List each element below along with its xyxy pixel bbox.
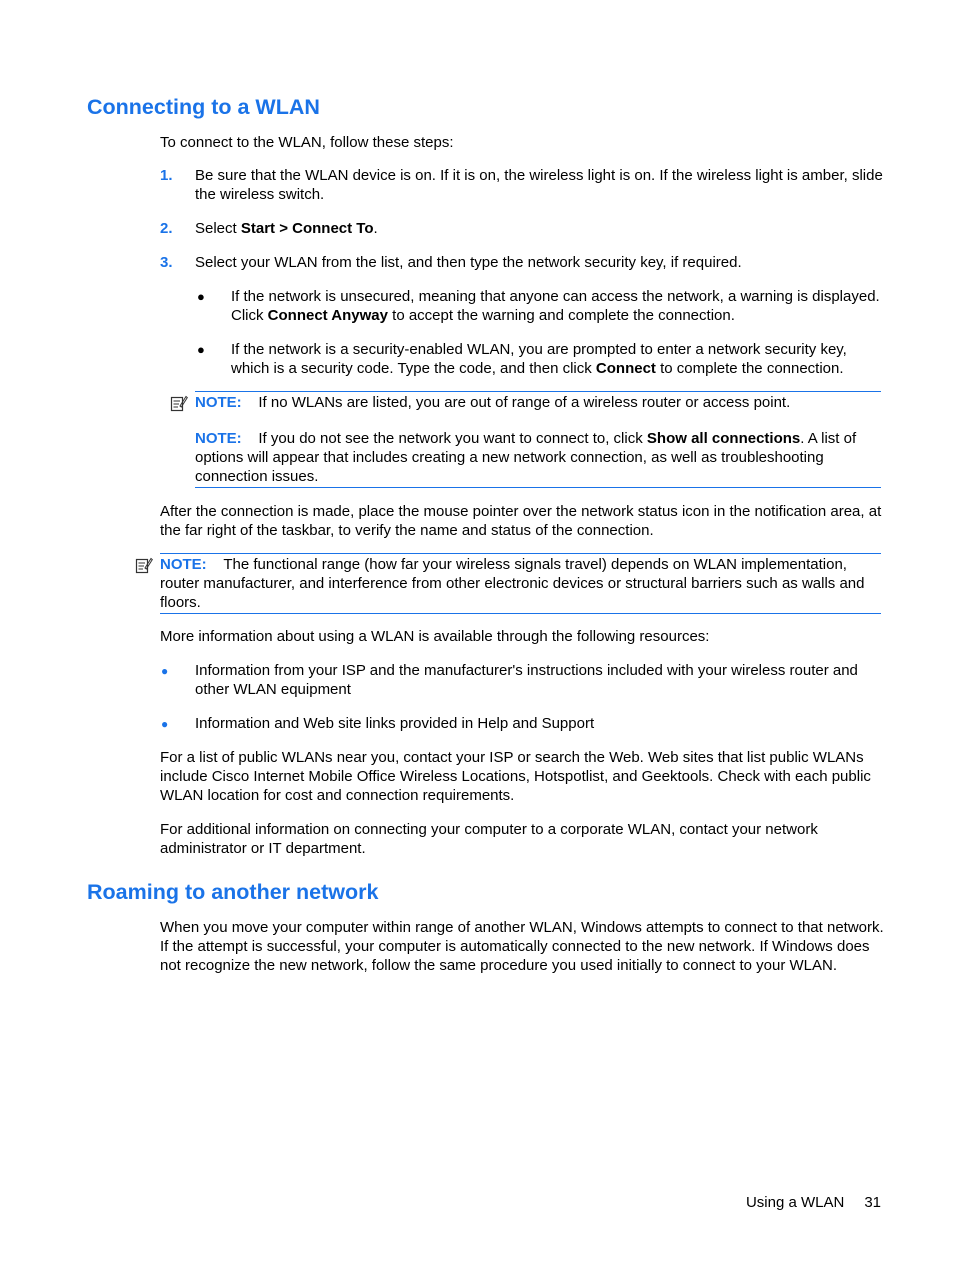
menu-path: Start > Connect To xyxy=(240,220,374,237)
bullet-dot: ● xyxy=(197,342,205,357)
note-text: NOTE: If you do not see the network you want to connect to, click Show all connections. A list of options will appear that includes creating a new network connection, as well as troubleshooting connection issues. xyxy=(195,430,857,485)
note-pad-icon xyxy=(170,394,188,412)
resource-item: Information from your ISP and the manufacturer's instructions included with your wireless router and other WLAN equipment xyxy=(195,662,858,698)
note-rule-bottom xyxy=(195,487,881,488)
intro-text: To connect to the WLAN, follow these steps: xyxy=(160,134,454,151)
note-pad-icon xyxy=(135,556,153,574)
note-rule-top xyxy=(160,553,881,554)
heading-connecting: Connecting to a WLAN xyxy=(87,95,320,119)
sub-bullet-text: If the network is unsecured, meaning that anyone can access the network, a warning is displayed. Click Connect Anyway to accept the warning and complete the connection. xyxy=(231,288,880,324)
footer-section-title: Using a WLAN xyxy=(745,1194,845,1211)
heading-roaming: Roaming to another network xyxy=(87,880,379,904)
roaming-text: When you move your computer within range of another WLAN, Windows attempts to connect to that network. If the attempt is successful, your computer is automatically connected to the new network. If Windows does not recognize the new network, follow the same procedure you used initially to connect to your WLAN. xyxy=(160,919,884,974)
page-footer xyxy=(746,1193,881,1212)
resource-item: Information and Web site links provided in Help and Support xyxy=(195,715,595,732)
bullet-dot: ● xyxy=(197,289,205,304)
public-wlans-text: For a list of public WLANs near you, contact your ISP or search the Web. Web sites that list public WLANs include Cisco Internet Mobile Office Wireless Locations, Hotspotlist, and Geektools. Check with each public WLAN location for cost and connection requirements. xyxy=(160,749,871,804)
bullet-dot: ● xyxy=(161,717,169,731)
step-number: 2. xyxy=(160,220,173,237)
step-number: 3. xyxy=(160,254,173,271)
step-text: Select Start > Connect To. xyxy=(195,220,378,237)
corporate-wlan-text: For additional information on connecting your computer to a corporate WLAN, contact your network administrator or IT department. xyxy=(160,821,818,857)
bullet-dot: ● xyxy=(161,664,169,678)
page-number: 31 xyxy=(864,1194,881,1211)
sub-bullet-text: If the network is a security-enabled WLAN, you are prompted to enter a network security key, which is a security code. Type the code, and then click Connect to complete the connection. xyxy=(231,341,847,377)
after-connection-text: After the connection is made, place the mouse pointer over the network status icon in the notification area, at the far right of the taskbar, to verify the name and status of the connection. xyxy=(160,503,882,539)
more-info-text: More information about using a WLAN is available through the following resources: xyxy=(160,628,710,645)
step-text: Select your WLAN from the list, and then type the network security key, if required. xyxy=(195,254,742,271)
note-rule-top xyxy=(195,391,881,392)
note-text: NOTE: If no WLANs are listed, you are out of range of a wireless router or access point. xyxy=(195,394,791,411)
note-rule-bottom xyxy=(160,613,881,614)
step-text: Be sure that the WLAN device is on. If it is on, the wireless light is on. If the wireless light is amber, slide the wireless switch. xyxy=(195,167,883,203)
step-number: 1. xyxy=(160,167,173,184)
note-text: NOTE: The functional range (how far your wireless signals travel) depends on WLAN implementation, router manufacturer, and interference from other electronic devices or structural barriers such as walls and floors. xyxy=(160,556,865,611)
